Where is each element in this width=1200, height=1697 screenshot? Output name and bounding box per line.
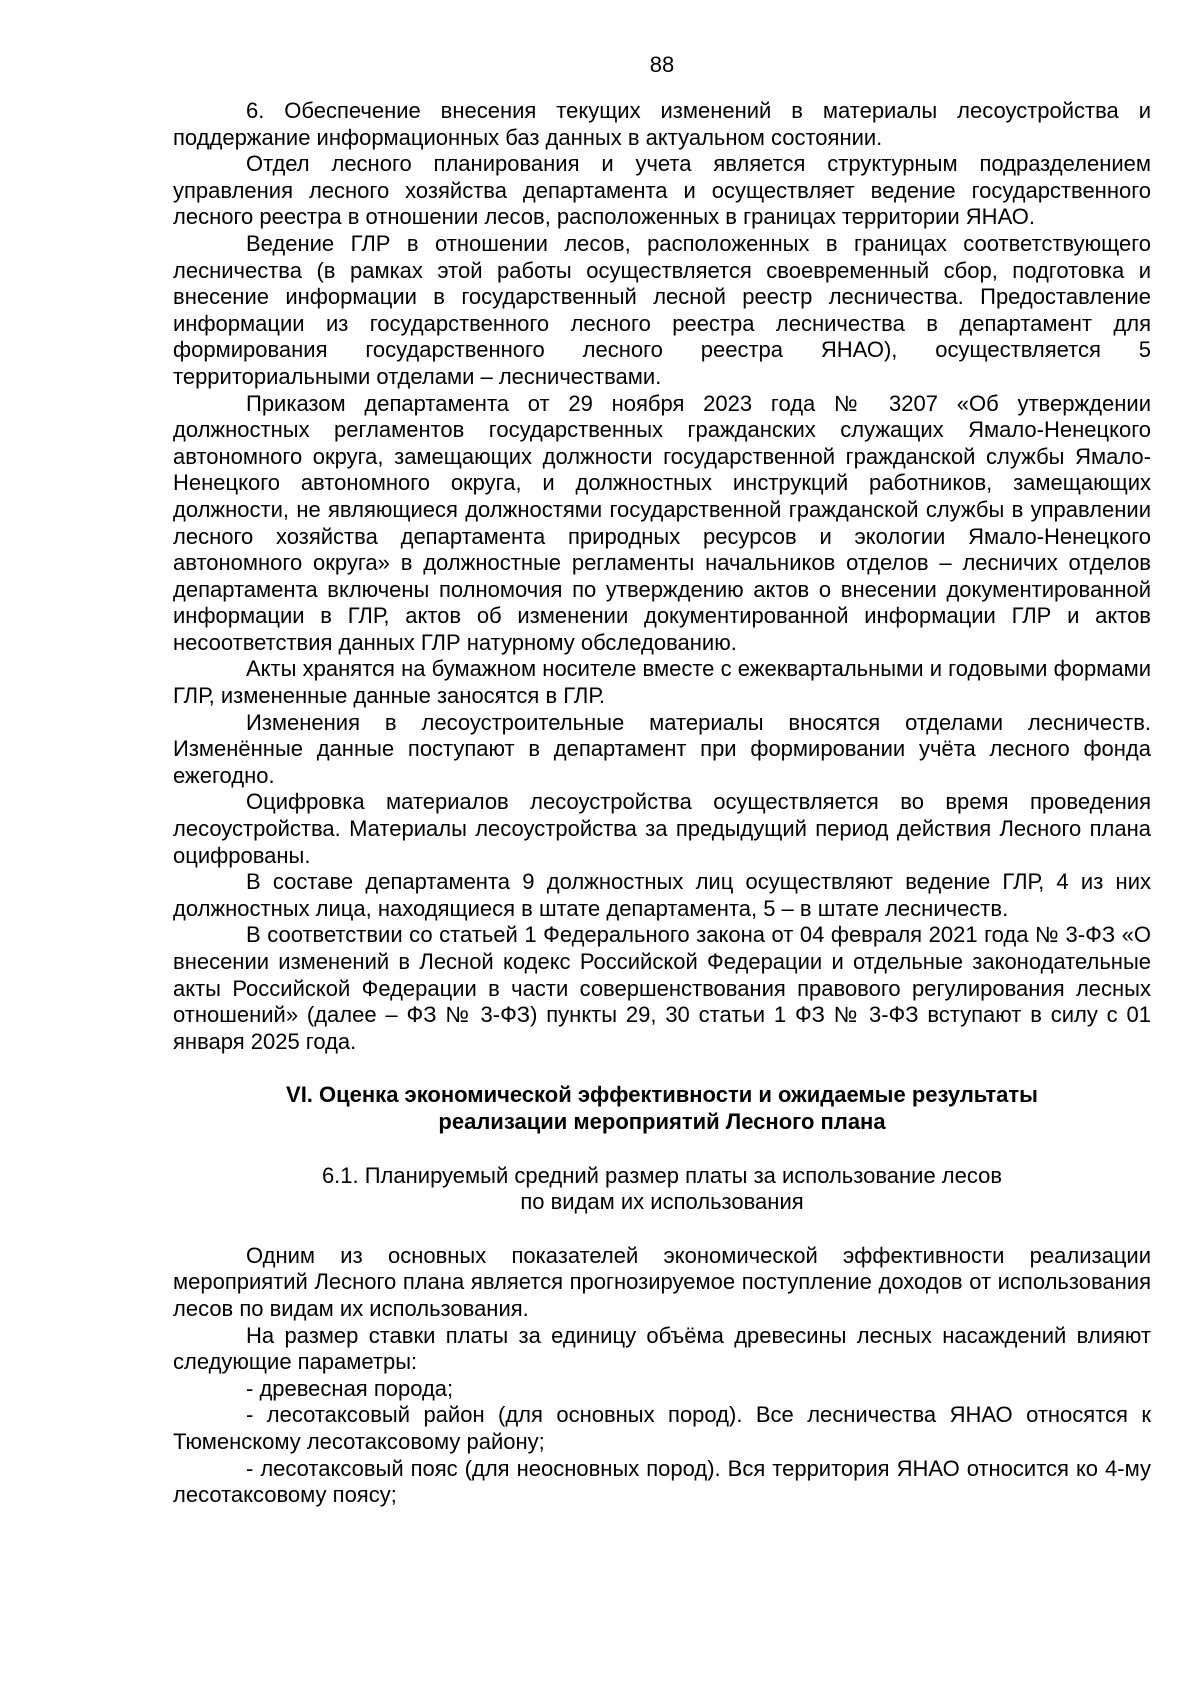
document-page [173, 52, 1151, 1509]
paragraph: На размер ставки платы за единицу объёма древесины лесных насаждений влияют следующие параметры: [173, 1322, 1151, 1375]
section-title-line: реализации мероприятий Лесного плана [438, 1108, 886, 1134]
subsection-title-line: по видам их использования [520, 1189, 804, 1215]
paragraph: Изменения в лесоустроительные материалы вносятся отделами лесничеств. Изменённые данные поступают в департамент при формировании учёта лесного фонда ежегодно. [173, 709, 1151, 788]
paragraph: Одним из основных показателей экономической эффективности реализации мероприятий Лесного плана является прогнозируемое поступление доходов от использования лесов по видам их использования. [173, 1242, 1151, 1321]
paragraph: Ведение ГЛР в отношении лесов, расположенных в границах соответствующего лесничества (в рамках этой работы осуществляется своевременный сбор, подготовка и внесение информации в государственный лесной реестр лесничества. Предоставление информации из государственного лесного реестра лесничества в департамент для формирования государственного лесного реестра ЯНАО), осуществляется 5 территориальными отделами – лесничествами. [173, 230, 1151, 389]
page-number: 88 [649, 52, 675, 77]
list-item: - древесная порода; [246, 1375, 454, 1401]
subsection-title-line: 6.1. Планируемый средний размер платы за использование лесов [321, 1162, 1003, 1188]
paragraph: Акты хранятся на бумажном носителе вместе с ежеквартальными и годовыми формами ГЛР, измененные данные заносятся в ГЛР. [173, 656, 1151, 709]
paragraph: Отдел лесного планирования и учета является структурным подразделением управления лесного хозяйства департамента и осуществляет ведение государственного лесного реестра в отношении лесов, расположенных в границах территории ЯНАО. [173, 151, 1151, 230]
subsection-title [173, 1163, 1151, 1216]
paragraph: В соответствии со статьей 1 Федерального закона от 04 февраля 2021 года № 3-ФЗ «О внесении изменений в Лесной кодекс Российской Федерации и отдельные законодательные акты Российской Федерации в части совершенствования правового регулирования лесных отношений» (далее – ФЗ № 3-ФЗ) пункты 29, 30 статьи 1 ФЗ № 3-ФЗ вступают в силу с 01 января 2025 года. [173, 922, 1151, 1054]
list-item: - лесотаксовый район (для основных пород). Все лесничества ЯНАО относятся к Тюменскому лесотаксовому району; [173, 1402, 1151, 1454]
section-body [173, 1243, 1151, 1509]
paragraph: В составе департамента 9 должностных лиц осуществляют ведение ГЛР, 4 из них должностных лица, находящиеся в штате департамента, 5 – в штате лесничеств. [173, 869, 1151, 921]
paragraph: Приказом департамента от 29 ноября 2023 года № 3207 «Об утверждении должностных регламентов государственных гражданских служащих Ямало-Ненецкого автономного округа, замещающих должности государственной гражданской службы Ямало-Ненецкого автономного округа, и должностных инструкций работников, замещающих должности, не являющиеся должностями государственной гражданской службы в управлении лесного хозяйства департамента природных ресурсов и экологии Ямало-Ненецкого автономного округа» в должностные регламенты начальников отделов – лесничих отделов департамента включены полномочия по утверждению актов о внесении документированной информации в ГЛР, актов об изменении документированной информации ГЛР и актов несоответствия данных ГЛР натурному обследованию. [173, 390, 1151, 655]
section-title [173, 1082, 1151, 1135]
paragraph: 6. Обеспечение внесения текущих изменений в материалы лесоустройства и поддержание информационных баз данных в актуальном состоянии. [173, 98, 1151, 150]
paragraph: Оцифровка материалов лесоустройства осуществляется во время проведения лесоустройства. Материалы лесоустройства за предыдущий период действия Лесного плана оцифрованы. [173, 789, 1151, 868]
list-item: - лесотаксовый пояс (для неосновных пород). Вся территория ЯНАО относится ко 4-му лесотаксовому поясу; [173, 1455, 1151, 1508]
section-title-line: VI. Оценка экономической эффективности и ожидаемые результаты [286, 1082, 1038, 1108]
